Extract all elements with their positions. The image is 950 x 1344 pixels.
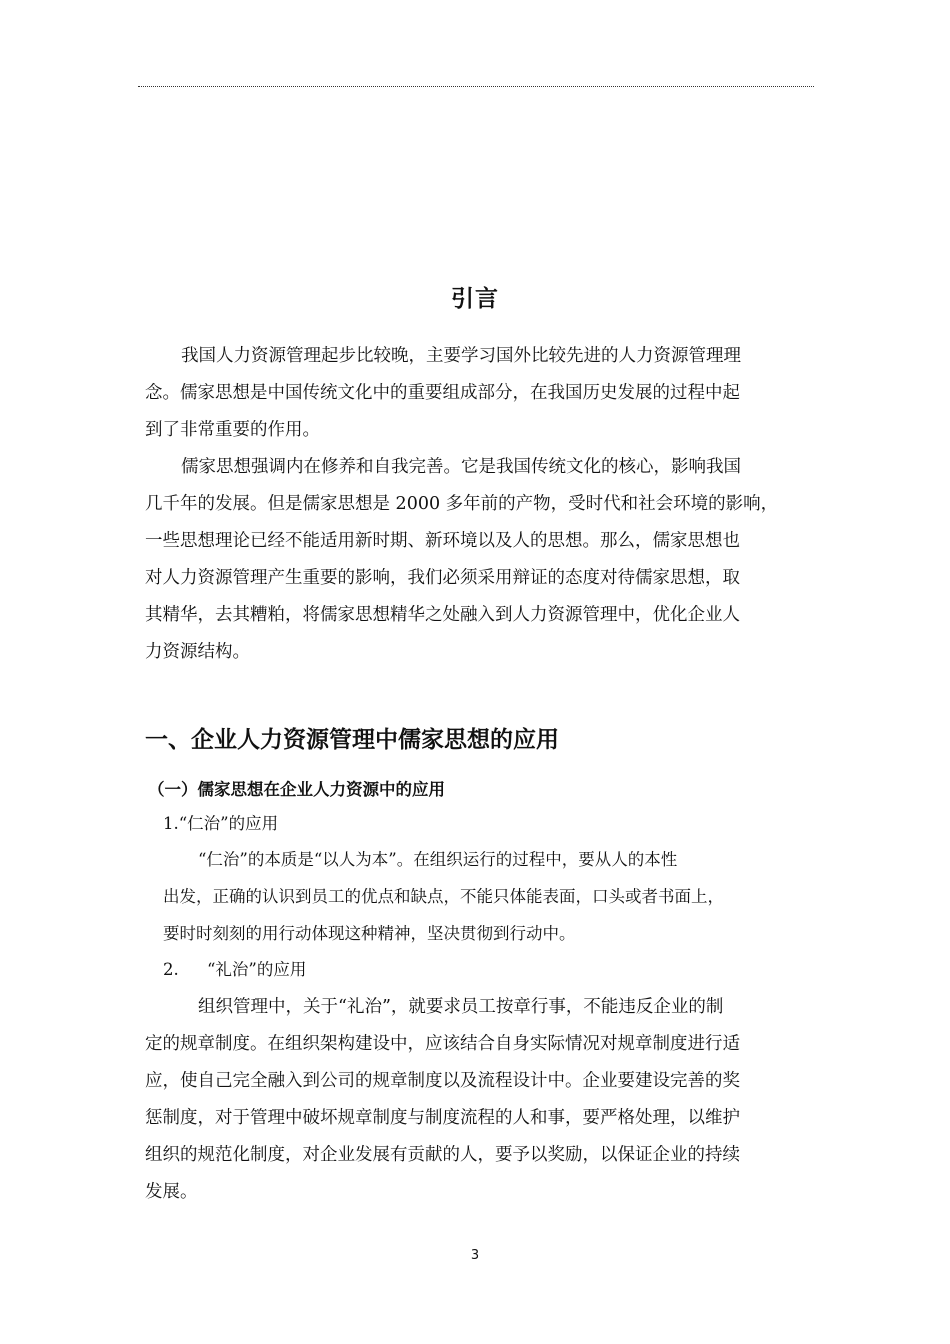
subsection-heading: （一）儒家思想在企业人力资源中的应用 bbox=[148, 780, 445, 799]
intro-p2-line: 其精华，去其糟粕，将儒家思想精华之处融入到人力资源管理中，优化企业人 bbox=[145, 605, 740, 625]
item1-line: “仁治”的本质是“以人为本”。在组织运行的过程中，要从人的本性 bbox=[198, 850, 678, 869]
item1-label: 1.“仁治”的应用 bbox=[163, 814, 279, 833]
item2-number: 2. bbox=[163, 960, 179, 979]
item1-line: 要时时刻刻的用行动体现这种精神，坚决贯彻到行动中。 bbox=[163, 924, 576, 943]
item2-label: “礼治”的应用 bbox=[207, 960, 307, 979]
item2-line: 发展。 bbox=[145, 1182, 198, 1202]
header-rule bbox=[138, 86, 814, 87]
item2-line: 应，使自己完全融入到公司的规章制度以及流程设计中。企业要建设完善的奖 bbox=[145, 1071, 740, 1091]
intro-p1-line: 念。儒家思想是中国传统文化中的重要组成部分，在我国历史发展的过程中起 bbox=[145, 383, 740, 403]
intro-p1-line: 到了非常重要的作用。 bbox=[145, 420, 320, 440]
page-title: 引言 bbox=[451, 286, 499, 312]
intro-p1-line: 我国人力资源管理起步比较晚，主要学习国外比较先进的人力资源管理理 bbox=[181, 346, 741, 366]
intro-p2-line: 儒家思想强调内在修养和自我完善。它是我国传统文化的核心，影响我国 bbox=[181, 457, 741, 477]
item2-line: 组织管理中，关于“礼治”，就要求员工按章行事，不能违反企业的制 bbox=[198, 997, 724, 1017]
item1-line: 出发，正确的认识到员工的优点和缺点，不能只体能表面，口头或者书面上， bbox=[163, 887, 724, 906]
page-number: 3 bbox=[470, 1248, 480, 1263]
intro-p2-line: 一些思想理论已经不能适用新时期、新环境以及人的思想。那么，儒家思想也 bbox=[145, 531, 740, 551]
item2-line: 定的规章制度。在组织架构建设中，应该结合自身实际情况对规章制度进行适 bbox=[145, 1034, 740, 1054]
item2-line: 组织的规范化制度，对企业发展有贡献的人，要予以奖励，以保证企业的持续 bbox=[145, 1145, 740, 1165]
intro-p2-line: 对人力资源管理产生重要的影响，我们必须采用辩证的态度对待儒家思想，取 bbox=[145, 568, 740, 588]
intro-p2-line: 几千年的发展。但是儒家思想是 2000 多年前的产物，受时代和社会环境的影响， bbox=[145, 494, 779, 514]
item2-line: 惩制度，对于管理中破坏规章制度与制度流程的人和事，要严格处理，以维护 bbox=[145, 1108, 740, 1128]
intro-p2-line: 力资源结构。 bbox=[145, 642, 250, 662]
section-heading: 一、企业人力资源管理中儒家思想的应用 bbox=[145, 727, 559, 753]
